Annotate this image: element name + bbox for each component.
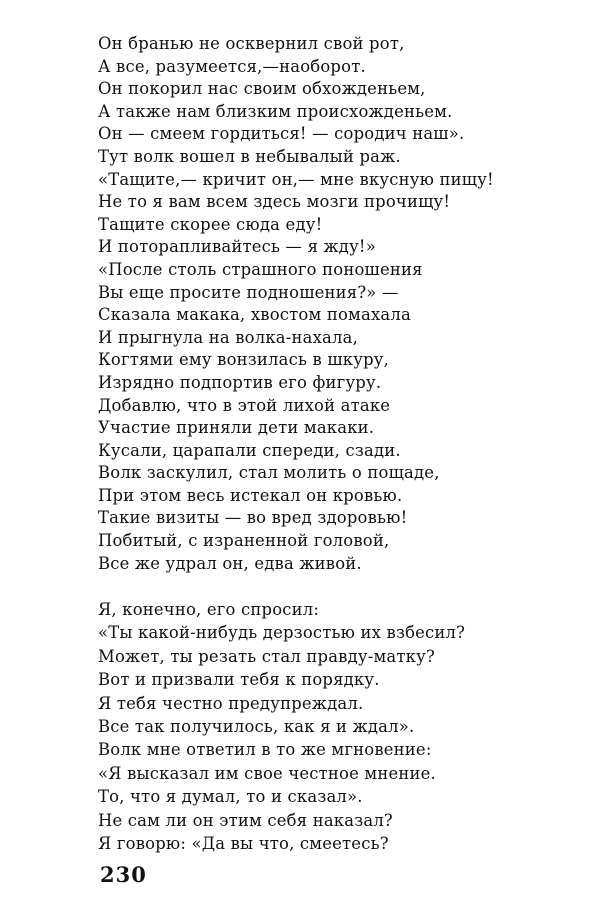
poem-line: Изрядно подпортив его фигуру. (98, 372, 382, 392)
poem-line: «Тащите,— кричит он,— мне вкусную пищу! (98, 169, 494, 189)
poem-line: Тащите скорее сюда еду! (98, 214, 323, 234)
poem-line: Волк заскулил, стал молить о пощаде, (98, 463, 440, 483)
poem-line: Может, ты резать стал правду-матку? (98, 646, 435, 666)
poem-line: Он бранью не осквернил свой рот, (98, 34, 405, 53)
poem-line: «Ты какой-нибудь дерзостью их взбесил? (98, 623, 466, 643)
poem-line: Не сам ли он этим себя наказал? (98, 810, 393, 830)
poem-line: Когтями ему вонзилась в шкуру, (98, 350, 390, 370)
poem-line: Все же удрал он, едва живой. (98, 553, 362, 573)
poem-line: «Я высказал им свое честное мнение. (98, 763, 436, 783)
poem-stanza-1 (98, 33, 494, 575)
poem-line: Добавлю, что в этой лихой атаке (98, 395, 391, 415)
poem-line: То, что я думал, то и сказал». (98, 787, 363, 807)
poem-line: Вы еще просите подношения?» — (98, 282, 399, 302)
poem-stanza-2 (98, 598, 465, 855)
poem-line: Такие визиты — во вред здоровью! (98, 508, 408, 528)
poem-line: Я, конечно, его спросил: (98, 600, 320, 619)
poem-line: При этом весь истекал он кровью. (98, 485, 403, 505)
poem-line: А также нам близким происхожденьем. (98, 101, 453, 121)
poem-line: Волк мне ответил в то же мгновение: (98, 740, 432, 760)
poem-line: Он покорил нас своим обхожденьем, (98, 79, 426, 99)
poem-line: Все так получилось, как я и ждал». (98, 716, 415, 736)
poem-line: Кусали, царапали спереди, сзади. (98, 440, 401, 460)
poem-line: «После столь страшного поношения (98, 259, 423, 279)
poem-line: Участие приняли дети макаки. (98, 418, 375, 438)
poem-line: А все, разумеется,—наоборот. (98, 56, 366, 76)
poem-line: Я тебя честно предупреждал. (98, 693, 364, 713)
poem-line: Сказала макака, хвостом помахала (98, 305, 411, 325)
page-number: 230 (100, 862, 147, 887)
poem-line: Вот и призвали тебя к порядку. (98, 670, 380, 690)
poem-line: И поторапливайтесь — я жду!» (98, 237, 376, 257)
poem-line: Он — смеем гордиться! — сородич наш». (98, 124, 465, 144)
poem-line: Тут волк вошел в небывалый раж. (98, 146, 401, 166)
poem-line: Я говорю: «Да вы что, смеетесь? (98, 833, 389, 853)
poem-line: И прыгнула на волка-нахала, (98, 327, 358, 347)
poem-line: Не то я вам всем здесь мозги прочищу! (98, 192, 451, 212)
poem-line: Побитый, с израненной головой, (98, 531, 390, 551)
